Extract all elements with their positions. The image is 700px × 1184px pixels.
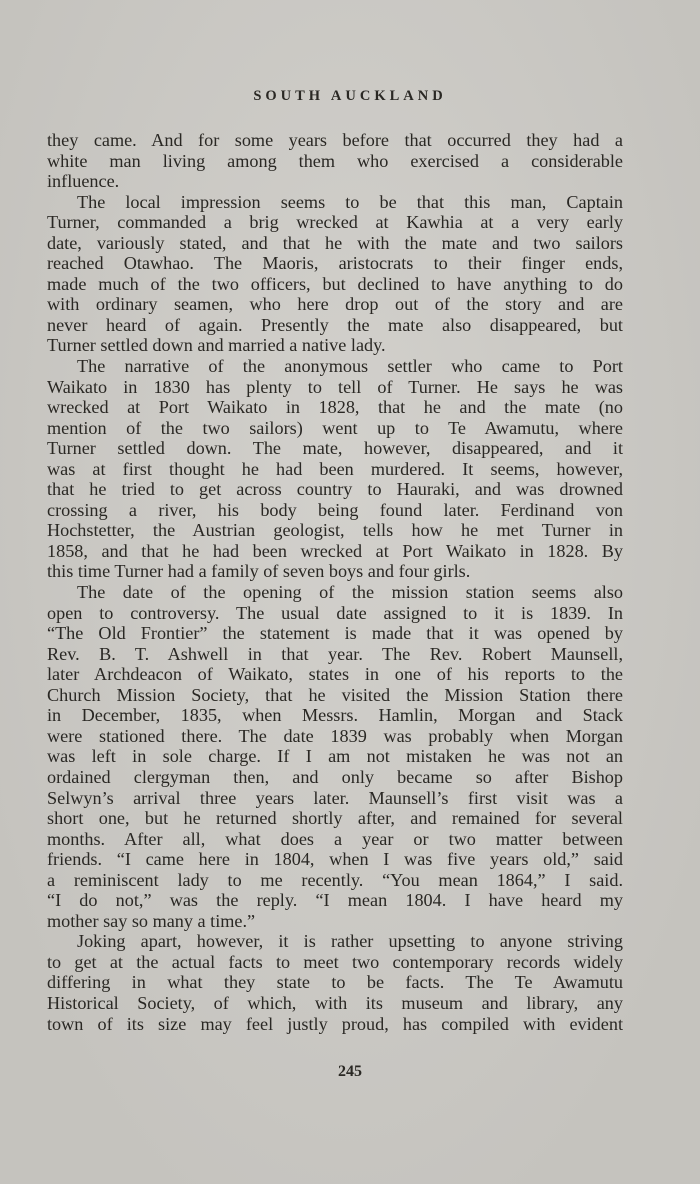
text-line: a reminiscent lady to me recently. “You mean 1864,” I said.	[47, 869, 623, 890]
text-line: Joking apart, however, it is rather upsetting to anyone striving	[77, 931, 623, 952]
text-line: Turner settled down. The mate, however, disappeared, and it	[47, 438, 623, 459]
text-line: reached Otawhao. The Maoris, aristocrats to their finger ends,	[47, 253, 623, 274]
text-line: later Archdeacon of Waikato, states in one of his reports to the	[47, 664, 623, 685]
text-line: 1858, and that he had been wrecked at Port Waikato in 1828. By	[47, 540, 623, 561]
running-header: SOUTH AUCKLAND	[253, 88, 447, 104]
body-text	[47, 130, 623, 1034]
text-line: The date of the opening of the mission station seems also	[77, 582, 623, 603]
text-line: with ordinary seamen, who here drop out of the story and are	[47, 294, 623, 315]
text-line: short one, but he returned shortly after, and remained for several	[47, 808, 623, 829]
text-line: crossing a river, his body being found later. Ferdinand von	[47, 499, 623, 520]
page-number: 245	[338, 1063, 362, 1080]
text-line: was at first thought he had been murdered. It seems, however,	[47, 458, 623, 479]
text-line: mother say so many a time.”	[47, 910, 256, 931]
text-line: The narrative of the anonymous settler who came to Port	[77, 356, 623, 377]
text-line: they came. And for some years before that occurred they had a	[47, 130, 623, 150]
text-line: in December, 1835, when Messrs. Hamlin, Morgan and Stack	[47, 705, 623, 726]
text-line: date, variously stated, and that he with the mate and two sailors	[47, 232, 623, 253]
text-line: friends. “I came here in 1804, when I was five years old,” said	[47, 849, 623, 870]
text-line: white man living among them who exercised a considerable	[47, 150, 623, 171]
text-line: Church Mission Society, that he visited the Mission Station there	[47, 684, 623, 705]
text-line: Selwyn’s arrival three years later. Maunsell’s first visit was a	[47, 787, 623, 808]
text-line: Turner settled down and married a native lady.	[47, 335, 386, 356]
text-line: open to controversy. The usual date assigned to it is 1839. In	[47, 602, 623, 623]
text-line: were stationed there. The date 1839 was probably when Morgan	[47, 725, 623, 746]
text-line: mention of the two sailors) went up to Te Awamutu, where	[47, 417, 623, 438]
text-line: town of its size may feel justly proud, has compiled with evident	[47, 1013, 623, 1034]
text-line: differing in what they state to be facts. The Te Awamutu	[47, 972, 623, 993]
text-line: Waikato in 1830 has plenty to tell of Turner. He says he was	[47, 376, 623, 397]
text-line: “I do not,” was the reply. “I mean 1804. I have heard my	[47, 890, 623, 911]
text-line: made much of the two officers, but declined to have anything to do	[47, 273, 623, 294]
text-line: wrecked at Port Waikato in 1828, that he and the mate (no	[47, 397, 623, 418]
text-line: Historical Society, of which, with its museum and library, any	[47, 992, 623, 1013]
text-line: never heard of again. Presently the mate also disappeared, but	[47, 314, 623, 335]
text-line: The local impression seems to be that this man, Captain	[77, 191, 623, 212]
text-line: Hochstetter, the Austrian geologist, tells how he met Turner in	[47, 520, 623, 541]
text-line: “The Old Frontier” the statement is made that it was opened by	[47, 623, 623, 644]
text-line: ordained clergyman then, and only became so after Bishop	[47, 766, 623, 787]
text-line: that he tried to get across country to Hauraki, and was drowned	[47, 479, 623, 500]
text-line: months. After all, what does a year or two matter between	[47, 828, 623, 849]
text-line: this time Turner had a family of seven boys and four girls.	[47, 561, 471, 582]
text-line: was left in sole charge. If I am not mistaken he was not an	[47, 746, 623, 767]
text-line: influence.	[47, 171, 120, 192]
text-line: Rev. B. T. Ashwell in that year. The Rev. Robert Maunsell,	[47, 643, 623, 664]
text-line: to get at the actual facts to meet two contemporary records widely	[47, 951, 623, 972]
text-line: Turner, commanded a brig wrecked at Kawhia at a very early	[47, 212, 623, 233]
